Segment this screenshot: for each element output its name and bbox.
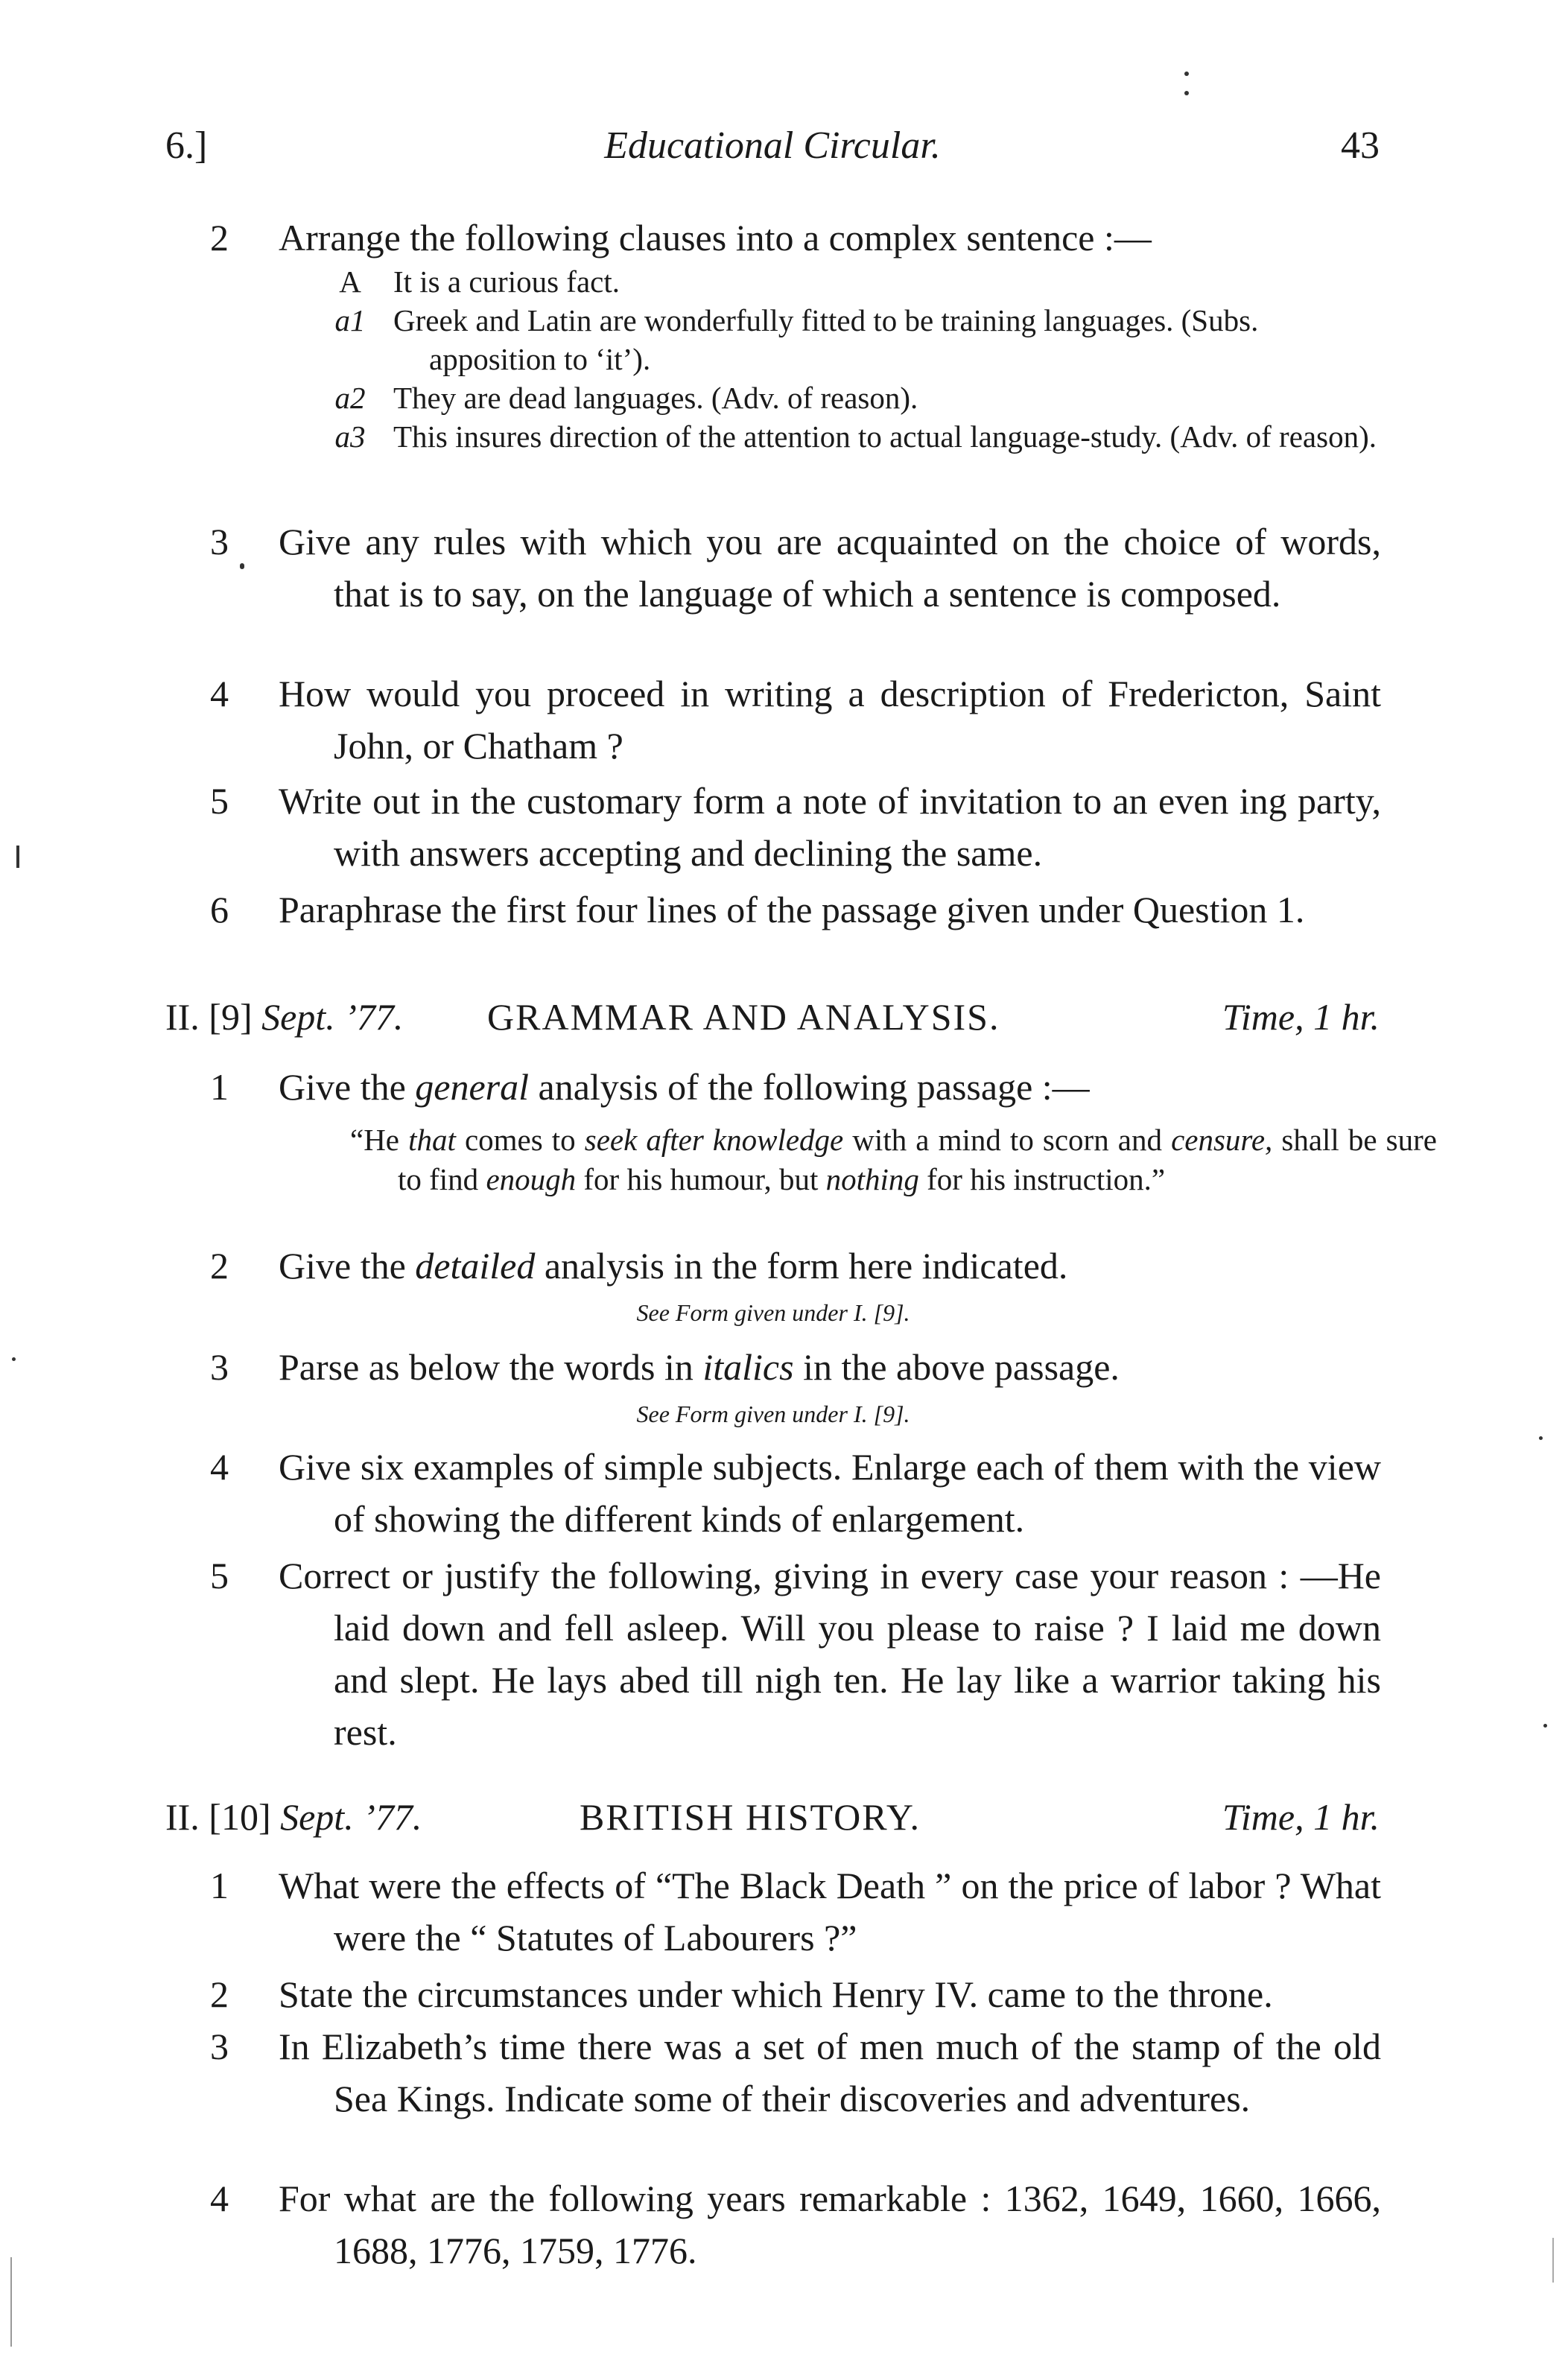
grammar-question-3 <box>210 1341 1381 1393</box>
clause-text: They are dead languages. (Adv. of reason). <box>393 381 918 415</box>
question-number: 5 <box>210 1555 229 1596</box>
clause-label: a3 <box>334 419 366 454</box>
clause-text: Greek and Latin are wonderfully fitted to be training languages. (Subs. apposition to ‘it’). <box>393 303 1259 376</box>
question-text: How would you proceed in writing a description of Fredericton, Saint John, or Chatham ? <box>279 673 1381 767</box>
question-text: What were the effects of “The Black Death ” on the price of labor ? What were the “ Statutes of Labourers ?” <box>279 1865 1381 1958</box>
section-marker: 6.] <box>165 124 208 167</box>
clause-label: a1 <box>334 303 366 337</box>
section-heading-grammar <box>165 995 1380 1047</box>
clause-item <box>320 417 1393 456</box>
time-allowed: Time, 1 hr. <box>1222 996 1380 1038</box>
question-5 <box>210 775 1381 879</box>
scan-mark <box>16 846 19 868</box>
clause-label: a2 <box>334 381 366 415</box>
running-header <box>165 124 1380 176</box>
scan-mark <box>1552 2238 1554 2283</box>
question-3 <box>210 516 1381 620</box>
question-number: 4 <box>210 673 229 714</box>
clause-label: A <box>339 264 361 299</box>
history-question-3 <box>210 2020 1381 2125</box>
scan-speck <box>240 563 244 569</box>
question-text: Give any rules with which you are acquainted on the choice of words, that is to say, on the language of which a sentence is composed. <box>279 521 1381 615</box>
clause-item <box>320 262 1393 301</box>
question-text: In Elizabeth’s time there was a set of men much of the stamp of the old Sea Kings. Indicate some of their discoveries and adventures. <box>279 2026 1381 2119</box>
question-6 <box>210 884 1381 936</box>
section-subject: BRITISH HISTORY. <box>580 1796 921 1838</box>
history-question-2 <box>210 1968 1381 2020</box>
section-code: II. [10] Sept. ’77. <box>165 1796 422 1838</box>
scan-mark <box>10 2257 12 2347</box>
clause-list <box>320 262 1393 456</box>
question-text: Give six examples of simple subjects. Enlarge each of them with the view of showing the different kinds of enlargement. <box>279 1446 1381 1540</box>
clause-text: It is a curious fact. <box>393 264 620 299</box>
question-text: Give the detailed analysis in the form here indicated. <box>279 1245 1068 1287</box>
clause-item <box>320 378 1393 417</box>
question-number: 2 <box>210 1245 229 1287</box>
scan-speck <box>12 1357 16 1361</box>
grammar-question-5 <box>210 1550 1381 1758</box>
history-question-4 <box>210 2172 1381 2277</box>
question-text: For what are the following years remarkable : 1362, 1649, 1660, 1666, 1688, 1776, 1759, 1776. <box>279 2178 1381 2271</box>
question-text: Paraphrase the first four lines of the passage given under Question 1. <box>279 889 1305 930</box>
section-heading-history <box>165 1795 1380 1847</box>
history-question-1 <box>210 1859 1381 1964</box>
question-number: 5 <box>210 780 229 822</box>
question-number: 6 <box>210 889 229 930</box>
question-number: 2 <box>210 1973 229 2015</box>
question-number: 4 <box>210 2178 229 2219</box>
scan-speck <box>1184 72 1189 76</box>
scan-speck <box>1184 91 1189 95</box>
grammar-question-2 <box>210 1240 1381 1292</box>
question-number: 4 <box>210 1446 229 1488</box>
section-code: II. [9] Sept. ’77. <box>165 996 404 1038</box>
page-title: Educational Circular. <box>604 124 941 167</box>
page-number: 43 <box>1341 124 1380 167</box>
section-subject: GRAMMAR AND ANALYSIS. <box>487 996 1000 1038</box>
question-number: 3 <box>210 1346 229 1388</box>
grammar-question-4 <box>210 1441 1381 1545</box>
clause-text: This insures direction of the attention to actual language-study. (Adv. of reason). <box>393 419 1377 454</box>
question-text: Arrange the following clauses into a complex sentence :— <box>279 217 1152 258</box>
question-text: State the circumstances under which Henry IV. came to the throne. <box>279 1973 1273 2015</box>
question-text: Write out in the customary form a note of invitation to an even ing party, with answers accepting and declining the same. <box>279 780 1381 874</box>
question-number: 1 <box>210 1865 229 1906</box>
quoted-passage: “He that comes to seek after knowledge with a mind to scorn and censure, shall be sure to find enough for his humour, but nothing for his instruction.” <box>350 1123 1437 1196</box>
grammar-question-1 <box>210 1061 1381 1113</box>
question-text: Correct or justify the following, giving in every case your reason : —He laid down and fell asleep. Will you please to raise ? I laid me down and slept. He lays abed till nigh ten. He lay like a warrior taking his rest. <box>279 1555 1381 1753</box>
scan-speck <box>1539 1436 1543 1440</box>
question-number: 2 <box>210 217 229 258</box>
question-number: 3 <box>210 2026 229 2067</box>
scan-speck <box>1543 1724 1547 1728</box>
form-reference: See Form given under I. [9]. <box>636 1299 910 1326</box>
question-2-complex-sentence <box>210 212 1381 264</box>
question-text: Parse as below the words in italics in the above passage. <box>279 1346 1120 1388</box>
question-number: 3 <box>210 521 229 562</box>
form-reference: See Form given under I. [9]. <box>636 1401 910 1427</box>
question-text: Give the general analysis of the following passage :— <box>279 1066 1090 1108</box>
question-4 <box>210 667 1381 772</box>
time-allowed: Time, 1 hr. <box>1222 1796 1380 1838</box>
question-number: 1 <box>210 1066 229 1108</box>
clause-item <box>320 301 1393 378</box>
